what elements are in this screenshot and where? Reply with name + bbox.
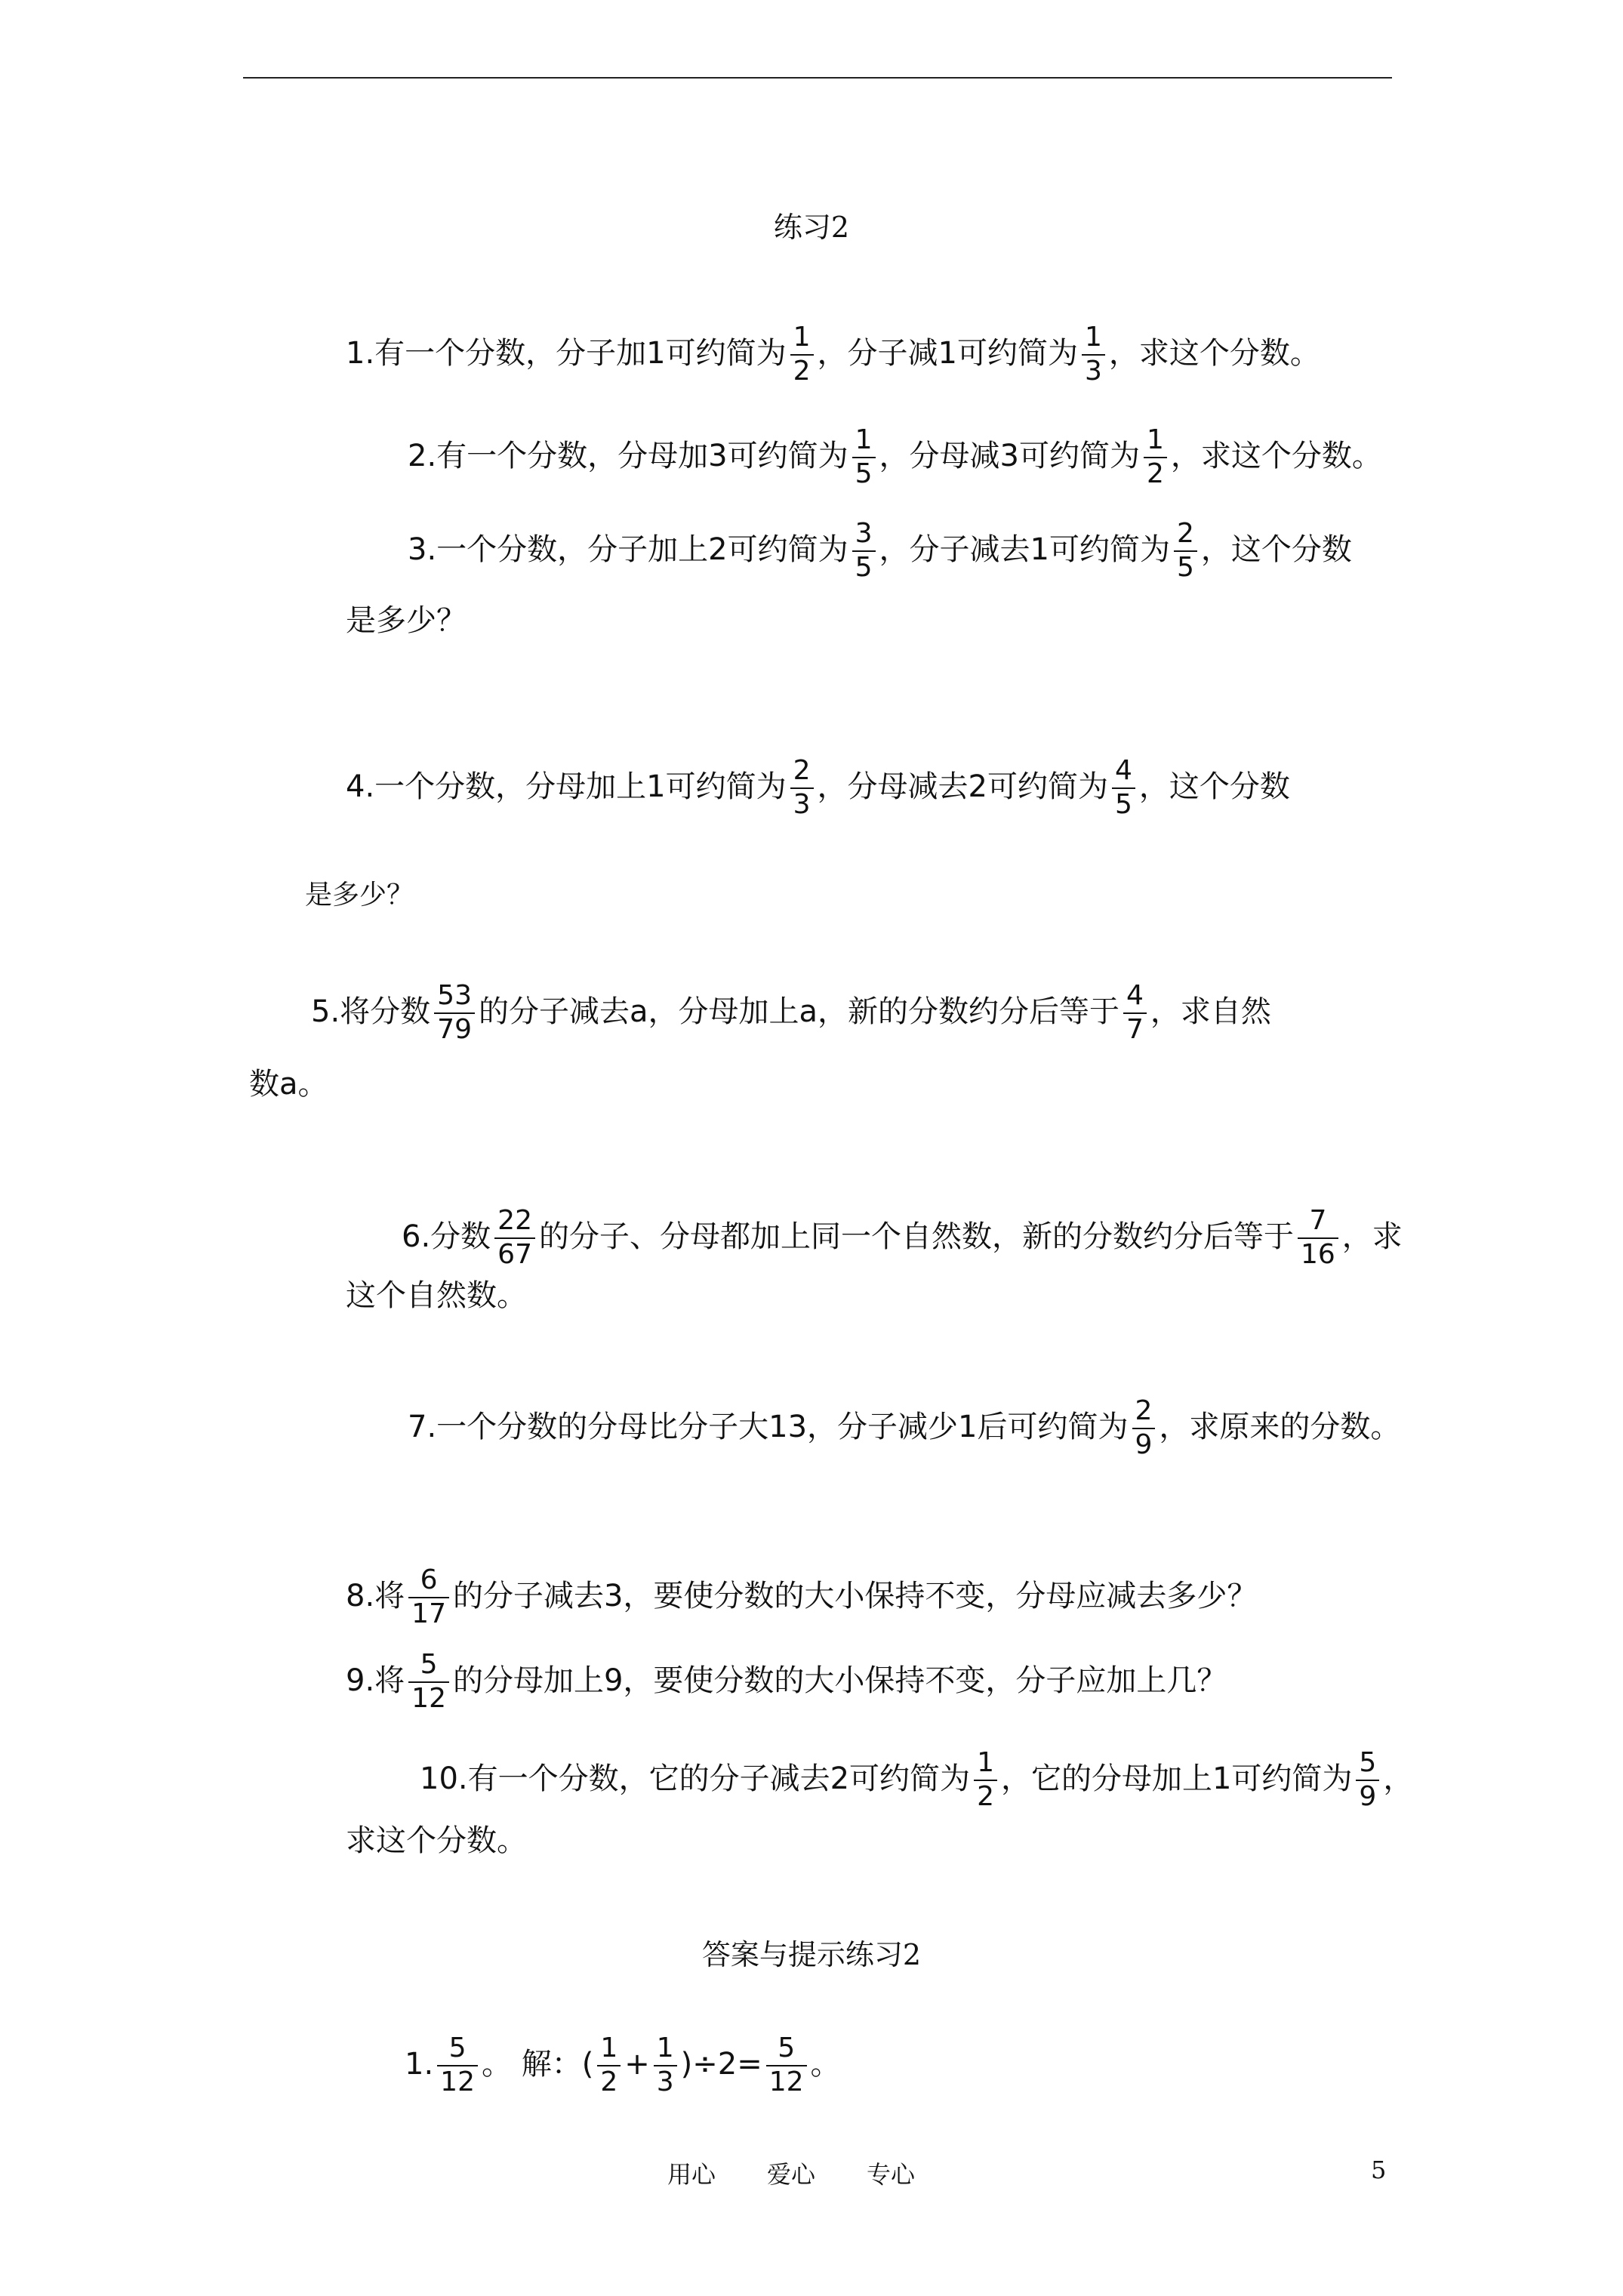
answer-1 (405, 2034, 841, 2097)
problem-text: 2.有一个分数，分母加3可约简为 (408, 438, 848, 473)
problem-text: ，分子减1可约简为 (817, 335, 1078, 371)
problem-2 (408, 426, 1382, 489)
answer-text: + (624, 2046, 650, 2082)
fraction: $\frac{5}{9}$ (1356, 1749, 1379, 1812)
problem-4 (346, 757, 1290, 820)
fraction: $\frac{5}{12}$ (766, 2034, 807, 2097)
problem-10-continuation: 求这个分数。 (346, 1823, 527, 1858)
fraction: $\frac{1}{3}$ (654, 2034, 677, 2097)
fraction: $\frac{4}{5}$ (1112, 757, 1135, 820)
problem-3 (408, 519, 1352, 583)
problem-text: 3.一个分数，分子加上2可约简为 (408, 532, 848, 567)
problem-text: 的分子减去a，分母加上a，新的分数约分后等于 (478, 994, 1120, 1029)
fraction: $\frac{22}{67}$ (494, 1207, 535, 1270)
problem-text: ，求原来的分数。 (1159, 1409, 1401, 1444)
problem-5-continuation: 数a。 (249, 1067, 328, 1102)
problem-text: 4.一个分数，分母加上1可约简为 (346, 769, 787, 804)
fraction: $\frac{6}{17}$ (408, 1566, 449, 1629)
answer-text: 。 (810, 2046, 841, 2082)
problem-text: ，这个分数 (1200, 532, 1352, 567)
page-title: 练习2 (773, 211, 850, 244)
answer-text: )÷2= (680, 2046, 762, 2082)
problem-8 (346, 1566, 1257, 1629)
problem-9 (346, 1650, 1227, 1714)
problem-text: 6.分数 (402, 1219, 491, 1254)
problem-text: ， (1383, 1761, 1414, 1796)
problem-text: 1.有一个分数，分子加1可约简为 (346, 335, 787, 371)
problem-text: 的分母加上9，要使分数的大小保持不变，分子应加上几？ (452, 1663, 1227, 1698)
problem-text: ，求这个分数。 (1170, 438, 1382, 473)
fraction: $\frac{7}{16}$ (1298, 1207, 1338, 1270)
fraction: $\frac{3}{5}$ (852, 519, 876, 583)
problem-7 (408, 1397, 1400, 1460)
problem-text: 5.将分数 (311, 994, 431, 1029)
problem-text: 9.将 (346, 1663, 405, 1698)
problem-text: ，分母减去2可约简为 (817, 769, 1108, 804)
fraction: $\frac{1}{3}$ (1082, 323, 1105, 387)
answer-text: 。 解：( (481, 2046, 594, 2082)
problem-text: 7.一个分数的分母比分子大13，分子减少1后可约简为 (408, 1409, 1129, 1444)
fraction: $\frac{5}{12}$ (437, 2034, 478, 2097)
fraction: $\frac{1}{2}$ (974, 1749, 997, 1812)
problem-text: ，求这个分数。 (1108, 335, 1320, 371)
answer-text: 1. (405, 2046, 434, 2082)
fraction: $\frac{1}{2}$ (1144, 426, 1167, 489)
fraction: $\frac{1}{2}$ (790, 323, 814, 387)
answer-title: 答案与提示练习2 (701, 1938, 922, 1971)
fraction: $\frac{2}{5}$ (1174, 519, 1197, 583)
problem-3-continuation: 是多少？ (346, 603, 467, 638)
problem-text: ，求自然 (1150, 994, 1271, 1029)
problem-6-continuation: 这个自然数。 (346, 1278, 527, 1313)
problem-text: 的分子、分母都加上同一个自然数，新的分数约分后等于 (538, 1219, 1294, 1254)
fraction: $\frac{1}{2}$ (597, 2034, 621, 2097)
fraction: $\frac{4}{7}$ (1123, 982, 1147, 1045)
problem-text: 8.将 (346, 1578, 405, 1613)
problem-text: 10.有一个分数，它的分子减去2可约简为 (420, 1761, 971, 1796)
problem-5 (311, 982, 1271, 1045)
problem-text: ，分子减去1可约简为 (879, 532, 1170, 567)
fraction: $\frac{2}{3}$ (790, 757, 814, 820)
problem-4-continuation: 是多少？ (305, 880, 414, 911)
page-number: 5 (1371, 2156, 1387, 2184)
problem-text: ，分母减3可约简为 (879, 438, 1140, 473)
problem-10 (420, 1749, 1413, 1812)
fraction: $\frac{1}{5}$ (852, 426, 876, 489)
problem-1 (346, 323, 1320, 387)
footer-text-3: 专心 (867, 2160, 916, 2189)
footer-text-1: 用心 (667, 2160, 716, 2189)
fraction: $\frac{2}{9}$ (1132, 1397, 1156, 1460)
problem-text: ，求 (1341, 1219, 1403, 1254)
fraction: $\frac{53}{79}$ (434, 982, 475, 1045)
problem-text: ，它的分母加上1可约简为 (1000, 1761, 1353, 1796)
problem-text: ，这个分数 (1138, 769, 1290, 804)
footer-text-2: 爱心 (767, 2160, 816, 2189)
problem-text: 的分子减去3，要使分数的大小保持不变，分母应减去多少？ (452, 1578, 1258, 1613)
header-rule (243, 77, 1392, 79)
problem-6 (402, 1207, 1403, 1270)
fraction: $\frac{5}{12}$ (408, 1650, 449, 1714)
